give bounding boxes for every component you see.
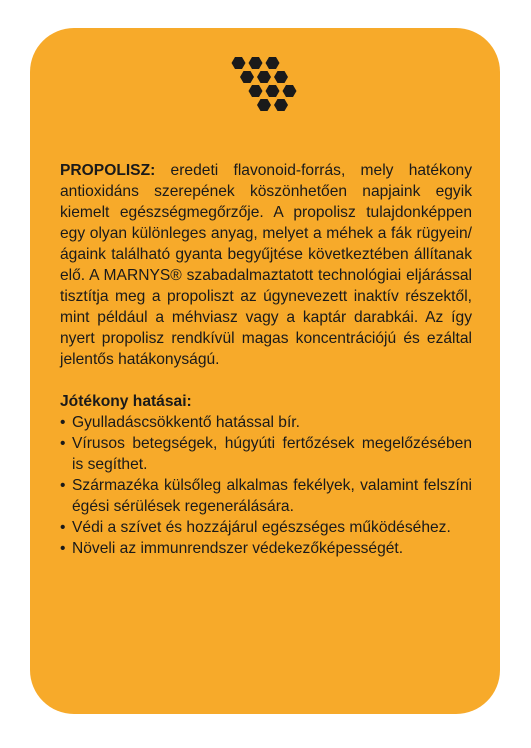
list-item: • Vírusos betegségek, húgyúti fertőzések megelőzésében is segíthet. <box>60 433 472 475</box>
content <box>60 160 472 559</box>
intro-lead: PROPOLISZ: <box>60 162 156 179</box>
info-card <box>30 28 500 714</box>
honeycomb-icon <box>227 56 303 112</box>
list-item: • Gyulladáscsökkentő hatással bír. <box>60 412 472 433</box>
intro-text: eredeti flavonoid-forrás, mely hatékony antioxidáns szerepének köszönhetően napjaink egyik kiemelt egészségmegőrzője. A propolisz tulajdonképpen egy olyan különleges anyag, melyet a méhek a fák rügyein/ágaink található gyanta begyűjtése következtében állítanak elő. A MARNYS® szabadalmaztatott technológiai eljárással tisztítja meg a propoliszt az úgynevezett inaktív részektől, mint például a méhviasz vagy a kaptár darabkái. Az így nyert propolisz rendkívül magas koncentrációjú és ezáltal jelentős hatákonyságú. <box>60 162 472 368</box>
list-item: • Származéka külsőleg alkalmas fekélyek, valamint felszíni égési sérülések regenerálására. <box>60 475 472 517</box>
intro-paragraph <box>60 160 472 370</box>
benefits-list <box>60 412 472 559</box>
benefits-title: Jótékony hatásai: <box>60 393 192 410</box>
list-item: • Növeli az immunrendszer védekezőképességét. <box>60 538 472 559</box>
list-item: • Védi a szívet és hozzájárul egészséges működéséhez. <box>60 517 472 538</box>
logo <box>30 56 500 112</box>
